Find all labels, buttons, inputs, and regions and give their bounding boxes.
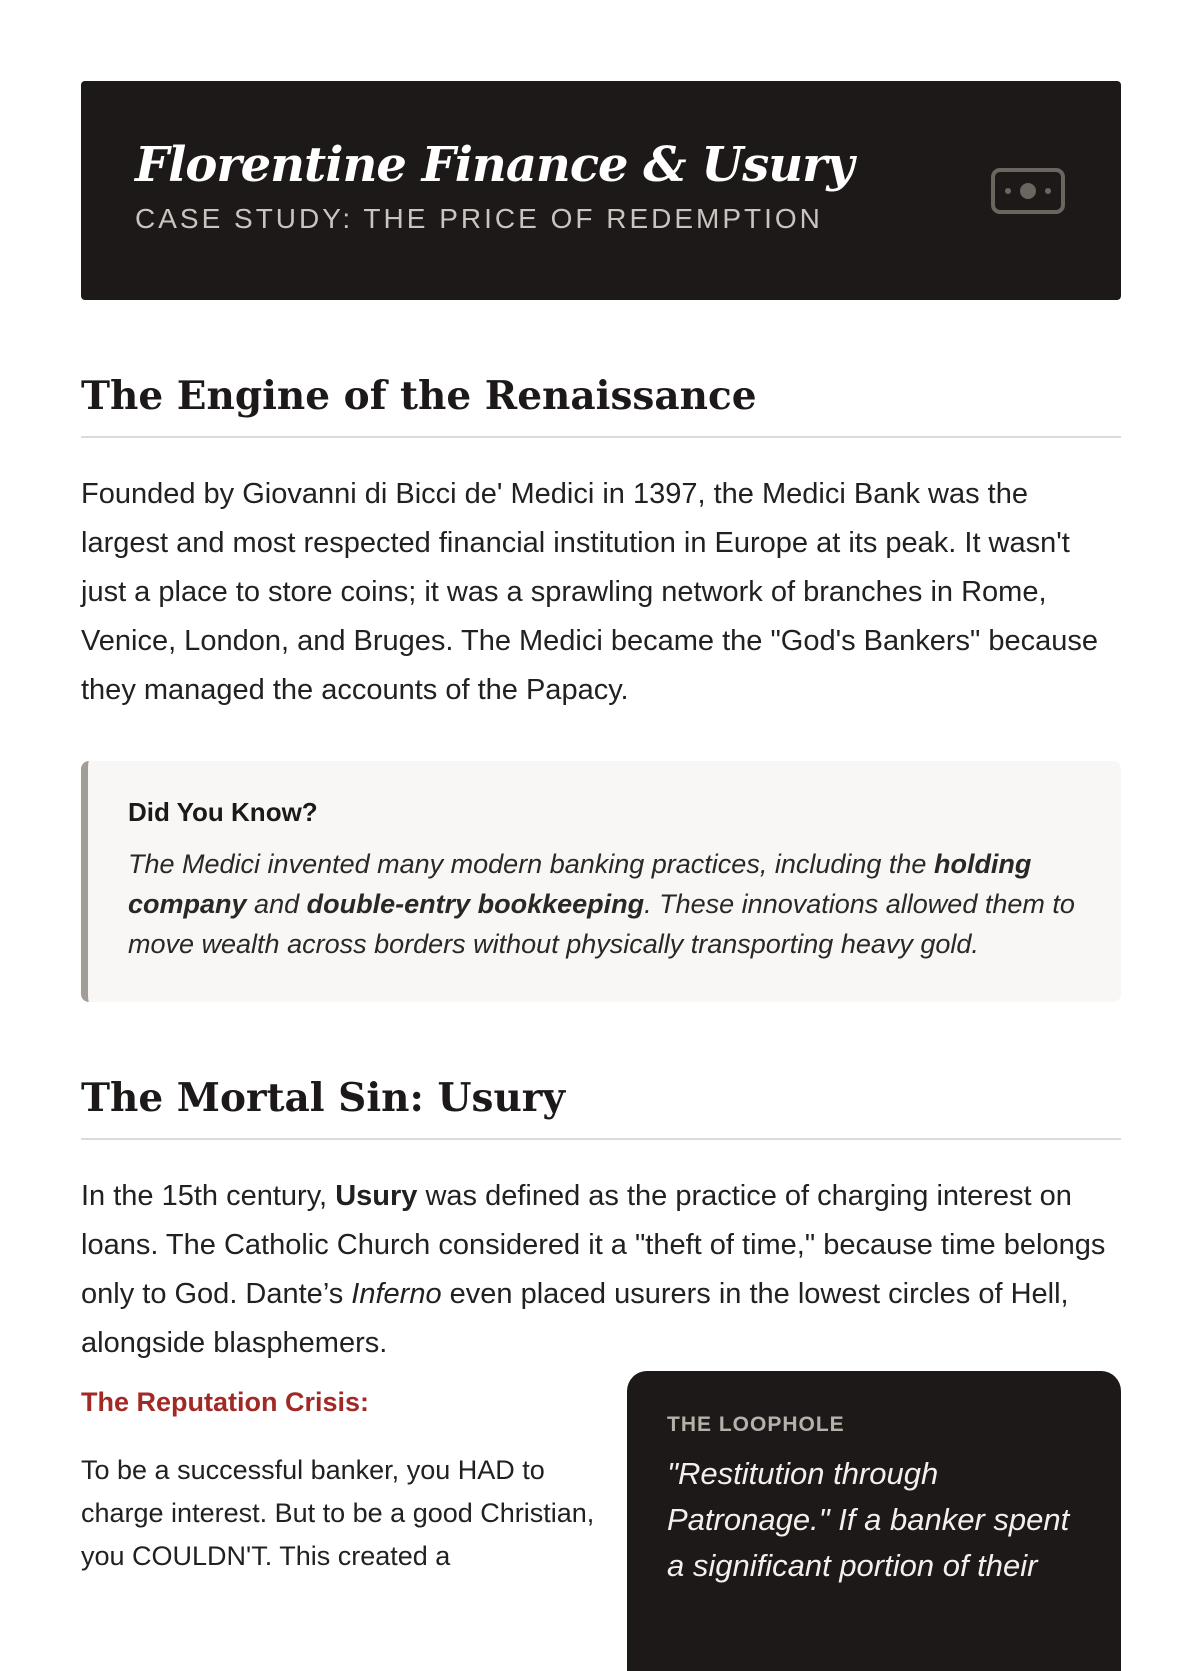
usury-text-part: In the 15th century, (81, 1180, 336, 1212)
reputation-crisis-text: To be a successful banker, you HAD to charge interest. But to be a good Christian, you COULDN'T. This created a (81, 1455, 595, 1571)
page-subtitle: CASE STUDY: THE PRICE OF REDEMPTION (135, 203, 823, 234)
loophole-text: "Restitution through Patronage." If a banker spent a significant portion of their (667, 1456, 1070, 1583)
page-title: Florentine Finance & Usury (135, 137, 854, 193)
loophole-label: THE LOOPHOLE (667, 1413, 845, 1436)
inferno-title: Inferno (351, 1278, 442, 1310)
usury-text-part: even placed usurers in the lowest circles of Hell, alongside blasphemers. (81, 1278, 1069, 1359)
divider (81, 1138, 1121, 1140)
reputation-crisis-heading: The Reputation Crisis: (81, 1387, 370, 1417)
callout-text-part: and (246, 889, 307, 919)
callout-text-part: The Medici invented many modern banking practices, including the (128, 849, 934, 879)
usury-paragraph (81, 1172, 1121, 1368)
callout-text-part: . These innovations allowed them to move wealth across borders without physically transporting heavy gold. (128, 889, 1075, 959)
callout-title: Did You Know? (128, 797, 318, 827)
money-bill-icon (991, 167, 1065, 215)
callout-text (128, 844, 1081, 964)
divider (81, 436, 1121, 438)
section-heading-usury: The Mortal Sin: Usury (81, 1075, 566, 1121)
callout-bold-holding-company: holding company (128, 849, 1032, 919)
section-heading-renaissance: The Engine of the Renaissance (81, 373, 757, 419)
did-you-know-callout (81, 761, 1121, 1002)
header-banner (81, 81, 1121, 300)
callout-bold-bookkeeping: double-entry bookkeeping (306, 889, 645, 919)
loophole-card (627, 1371, 1121, 1671)
page (81, 81, 1121, 1583)
usury-text-part: was defined as the practice of charging interest on loans. The Catholic Church considered it a "theft of time," because time belongs only to God. Dante’s (81, 1180, 1106, 1310)
renaissance-paragraph: Founded by Giovanni di Bicci de' Medici in 1397, the Medici Bank was the largest and most respected financial institution in Europe at its peak. It wasn't just a place to store coins; it was a sprawling network of branches in Rome, Venice, London, and Bruges. The Medici became the "God's Bankers" because they managed the accounts of the Papacy. (81, 478, 1099, 706)
usury-bold-term: Usury (335, 1180, 418, 1212)
